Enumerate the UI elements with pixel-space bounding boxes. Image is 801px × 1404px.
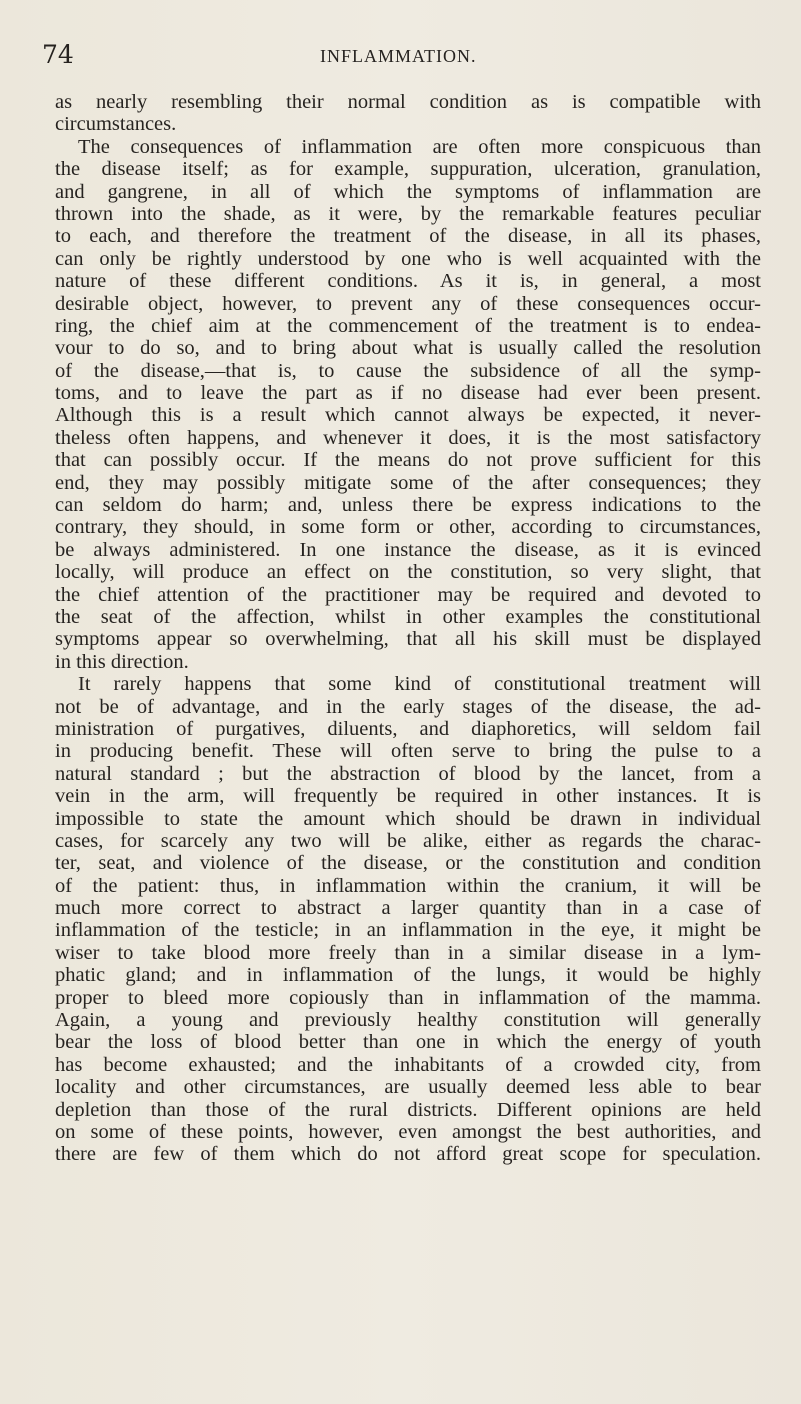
text-line: on some of these points, however, even amongst the best authorities, and <box>55 1120 761 1143</box>
text-line: that can possibly occur. If the means do not prove sufficient for this <box>55 449 761 472</box>
text-line: Again, a young and previously healthy constitution will generally <box>55 1009 761 1032</box>
text-line: the chief attention of the practitioner may be required and devoted to <box>55 583 761 606</box>
text-line: not be of advantage, and in the early stages of the disease, the ad- <box>55 695 761 718</box>
text-line: has become exhausted; and the inhabitants of a crowded city, from <box>55 1053 761 1076</box>
text-line: vein in the arm, will frequently be required in other instances. It is <box>55 785 761 808</box>
text-line: locality and other circumstances, are usually deemed less able to bear <box>55 1076 761 1099</box>
body-text <box>55 91 761 1166</box>
text-line: nature of these different conditions. As it is, in general, a most <box>55 270 761 293</box>
text-line: natural standard ; but the abstraction of blood by the lancet, from a <box>55 762 761 785</box>
text-line: ring, the chief aim at the commencement of the treatment is to endea- <box>55 314 761 337</box>
text-line: wiser to take blood more freely than in a similar disease in a lym- <box>55 941 761 964</box>
text-line: vour to do so, and to bring about what is usually called the resolution <box>55 337 761 360</box>
text-line: proper to bleed more copiously than in inflammation of the mamma. <box>55 986 761 1009</box>
text-line: the disease itself; as for example, suppuration, ulceration, granulation, <box>55 158 761 181</box>
text-line: as nearly resembling their normal condition as is compatible with <box>55 91 761 113</box>
text-line: desirable object, however, to prevent any of these consequences occur- <box>55 292 761 315</box>
text-line: in producing benefit. These will often serve to bring the pulse to a <box>55 740 761 763</box>
text-line: be always administered. In one instance the disease, as it is evinced <box>55 538 761 561</box>
text-line: and gangrene, in all of which the symptoms of inflammation are <box>55 180 761 203</box>
text-line: circumstances. <box>55 113 177 136</box>
text-line: Although this is a result which cannot always be expected, it never- <box>55 404 761 427</box>
text-line: locally, will produce an effect on the constitution, so very slight, that <box>55 561 761 584</box>
text-line: there are few of them which do not afford great scope for speculation. <box>55 1143 761 1166</box>
text-line: inflammation of the testicle; in an inflammation in the eye, it might be <box>55 919 761 942</box>
text-line: impossible to state the amount which should be drawn in individual <box>55 807 761 830</box>
text-line: bear the loss of blood better than one in which the energy of youth <box>55 1031 761 1054</box>
page-header <box>42 40 762 74</box>
text-line: end, they may possibly mitigate some of the after consequences; they <box>55 471 761 494</box>
text-line: depletion than those of the rural districts. Different opinions are held <box>55 1098 761 1121</box>
text-line: toms, and to leave the part as if no disease had ever been present. <box>55 382 761 405</box>
text-line: of the patient: thus, in inflammation within the cranium, it will be <box>55 874 761 897</box>
text-line: the seat of the affection, whilst in other examples the constitutional <box>55 605 761 628</box>
text-line: can seldom do harm; and, unless there be express indications to the <box>55 494 761 517</box>
text-line: much more correct to abstract a larger quantity than in a case of <box>55 897 761 920</box>
text-line: of the disease,—that is, to cause the subsidence of all the symp- <box>55 359 761 382</box>
page-number: 74 <box>42 40 74 69</box>
running-head: INFLAMMATION. <box>320 46 477 66</box>
text-line: symptoms appear so overwhelming, that all his skill must be displayed <box>55 628 761 651</box>
text-line: ministration of purgatives, diluents, and diaphoretics, will seldom fail <box>55 717 761 740</box>
text-line: contrary, they should, in some form or other, according to circumstances, <box>55 516 761 539</box>
text-line: in this direction. <box>55 650 189 673</box>
text-line: It rarely happens that some kind of constitutional treatment will <box>78 673 761 696</box>
text-line: can only be rightly understood by one who is well acquainted with the <box>55 247 761 270</box>
text-line: thrown into the shade, as it were, by the remarkable features peculiar <box>55 202 761 225</box>
text-line: theless often happens, and whenever it does, it is the most satisfactory <box>55 426 761 449</box>
text-line: to each, and therefore the treatment of the disease, in all its phases, <box>55 225 761 248</box>
text-line: phatic gland; and in inflammation of the lungs, it would be highly <box>55 964 761 987</box>
text-line: ter, seat, and violence of the disease, or the constitution and condition <box>55 852 761 875</box>
text-line: cases, for scarcely any two will be alike, either as regards the charac- <box>55 829 761 852</box>
text-line: The consequences of inflammation are often more conspicuous than <box>78 135 761 158</box>
